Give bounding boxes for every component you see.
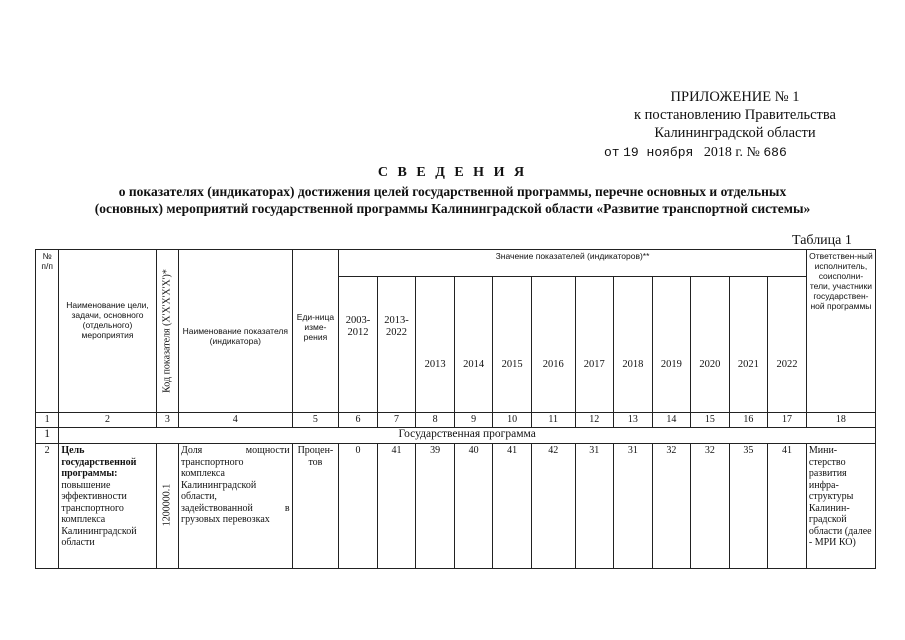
header-values-group: Значение показателей (индикаторов)** — [339, 250, 807, 277]
colnum: 17 — [768, 413, 807, 428]
column-number-row — [36, 413, 876, 428]
subtitle-line-2: (основных) мероприятий государственной программы Калининградской области «Развитие транспортной системы» — [94, 201, 811, 216]
header-code — [156, 250, 178, 413]
document-subtitle — [0, 183, 905, 217]
row-goal-text: повышение эффективности транспортного комплекса Калининградской области — [61, 479, 137, 548]
colnum: 9 — [454, 413, 493, 428]
header-row-1 — [36, 250, 876, 277]
row-code — [156, 444, 178, 569]
colnum: 7 — [377, 413, 416, 428]
colnum: 8 — [416, 413, 455, 428]
header-responsible: Ответствен-ный исполнитель, соисполни-тели, участники государствен-ной программы — [806, 250, 875, 413]
row-value-2014: 40 — [454, 444, 493, 569]
row-goal — [59, 444, 156, 569]
row-indicator: Доля мощности транспортного комплекса Калининградской области, задействованной в грузовых перевозках — [179, 444, 293, 569]
colnum: 18 — [806, 413, 875, 428]
row-value-2017: 31 — [575, 444, 614, 569]
colnum: 14 — [652, 413, 691, 428]
order-prefix: от — [604, 145, 620, 160]
section-num: 1 — [36, 428, 59, 444]
colnum: 5 — [292, 413, 339, 428]
row-unit: Процен-тов — [292, 444, 339, 569]
row-value-2013-2022: 41 — [377, 444, 416, 569]
header-indicator: Наименование показателя (индикатора) — [179, 250, 293, 413]
header-code-label: Код показателя (X'X'X'X'X')* — [161, 269, 173, 393]
row-responsible: Мини-стерство развития инфра-структуры Калинин-градской области (далее - МРИ КО) — [806, 444, 875, 569]
row-value-2021: 35 — [729, 444, 768, 569]
indicators-table — [35, 249, 876, 569]
row-value-2016: 42 — [531, 444, 575, 569]
row-goal-heading: Цель государственной программы: — [61, 445, 137, 479]
section-row — [36, 428, 876, 444]
subtitle-line-1: о показателях (индикаторах) достижения целей государственной программы, перечне основных и отдельных — [118, 184, 787, 199]
table-row — [36, 444, 876, 569]
row-value-2018: 31 — [614, 444, 653, 569]
row-value-2015: 41 — [493, 444, 532, 569]
header-unit: Еди-ница изме-рения — [292, 250, 339, 413]
colnum: 11 — [531, 413, 575, 428]
colnum: 4 — [179, 413, 293, 428]
appendix-title: ПРИЛОЖЕНИЕ № 1 — [670, 89, 800, 105]
header-year-2020: 2020 — [691, 277, 730, 413]
header-year-2014: 2014 — [454, 277, 493, 413]
appendix-resolution: к постановлению Правительства — [634, 107, 836, 123]
header-year-2013-2022: 2013-2022 — [377, 277, 416, 413]
order-number: 686 — [763, 145, 787, 160]
header-year-2015: 2015 — [493, 277, 532, 413]
colnum: 6 — [339, 413, 378, 428]
header-year-2017: 2017 — [575, 277, 614, 413]
row-code-value: 1200000.1 — [161, 483, 173, 527]
row-value-2019: 32 — [652, 444, 691, 569]
order-date: 19 ноября — [623, 145, 694, 160]
row-value-2022: 41 — [768, 444, 807, 569]
header-year-2018: 2018 — [614, 277, 653, 413]
row-value-2003-2012: 0 — [339, 444, 378, 569]
appendix-region: Калининградской области — [654, 125, 816, 141]
row-num: 2 — [36, 444, 59, 569]
appendix-block — [590, 88, 880, 142]
header-goal: Наименование цели, задачи, основного (отдельного) мероприятия — [59, 250, 156, 413]
header-year-2003-2012: 2003-2012 — [339, 277, 378, 413]
colnum: 1 — [36, 413, 59, 428]
colnum: 15 — [691, 413, 730, 428]
header-year-2022: 2022 — [768, 277, 807, 413]
header-year-2013: 2013 — [416, 277, 455, 413]
table-label: Таблица 1 — [792, 233, 852, 248]
colnum: 3 — [156, 413, 178, 428]
colnum: 16 — [729, 413, 768, 428]
order-year: 2018 г. № — [703, 145, 760, 160]
section-label: Государственная программа — [59, 428, 876, 444]
colnum: 13 — [614, 413, 653, 428]
row-value-2013: 39 — [416, 444, 455, 569]
header-year-2021: 2021 — [729, 277, 768, 413]
document-title: С В Е Д Е Н И Я — [377, 165, 528, 180]
row-value-2020: 32 — [691, 444, 730, 569]
header-num: № п/п — [36, 250, 59, 413]
colnum: 12 — [575, 413, 614, 428]
colnum: 2 — [59, 413, 156, 428]
colnum: 10 — [493, 413, 532, 428]
header-year-2019: 2019 — [652, 277, 691, 413]
header-year-2016: 2016 — [531, 277, 575, 413]
order-line — [604, 145, 787, 161]
